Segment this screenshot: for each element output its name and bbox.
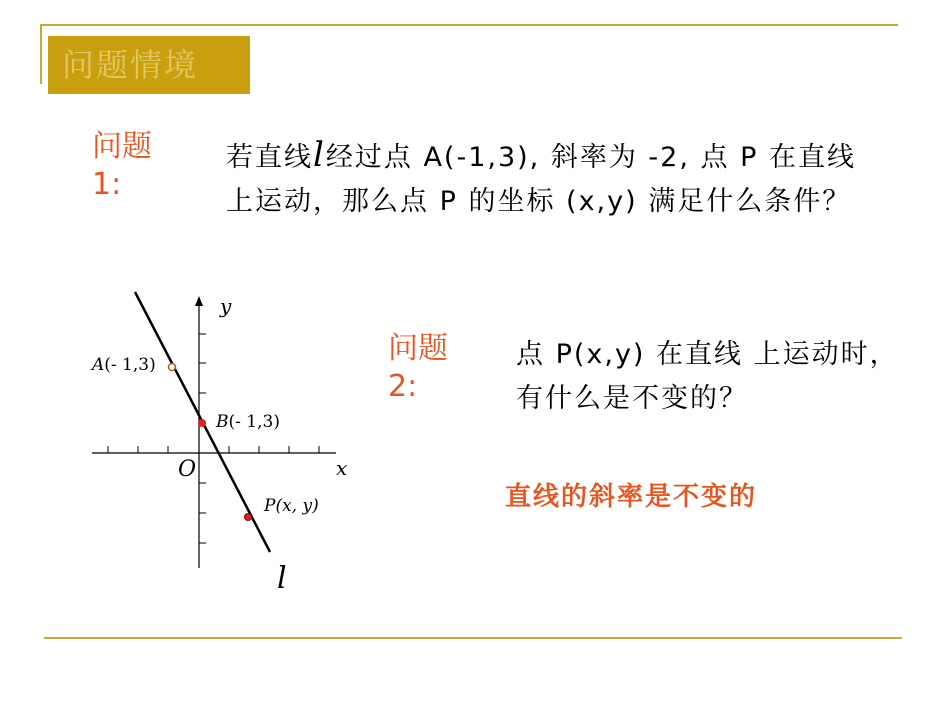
question1-text-a: 若直线 [226,142,313,173]
point-p-label [263,496,319,516]
point-a-marker [169,364,176,371]
question2-label: 问题2: [388,331,448,404]
y-axis-arrow [195,296,203,306]
question2-text: 点 P(x,y) 在直线 上运动时，有什么是不变的？ [516,339,899,414]
y-axis-label: y [220,294,232,318]
section-title: 问题情境 [48,36,250,94]
point-b-marker [198,419,206,427]
question1-text-b: 经过点 A(-1,3), 斜率为 -2, 点 P 在直线 上运动，那么点 P 的坐标 (x,y) 满足什么条件？ [226,142,856,217]
point-a-label [90,355,156,375]
answer-text: 直线的斜率是不变的 [505,482,758,512]
line-l-label: l [277,561,287,596]
line-symbol: l [313,135,326,175]
point-a-name: A [92,355,105,375]
point-p-marker [245,514,252,521]
point-p-coords: (x, y) [275,496,319,516]
point-b-name: B [216,412,229,432]
origin-label: O [178,457,197,482]
x-axis-label: x [336,456,348,480]
point-b-coords: (- 1,3) [228,412,280,432]
question1-label: 问题1: [92,129,152,202]
point-a-coords: (- 1,3) [104,355,156,375]
point-b-label [215,412,280,432]
point-p-name: P [264,496,276,516]
y-axis-ticks [199,334,206,543]
x-axis-ticks [108,446,319,453]
